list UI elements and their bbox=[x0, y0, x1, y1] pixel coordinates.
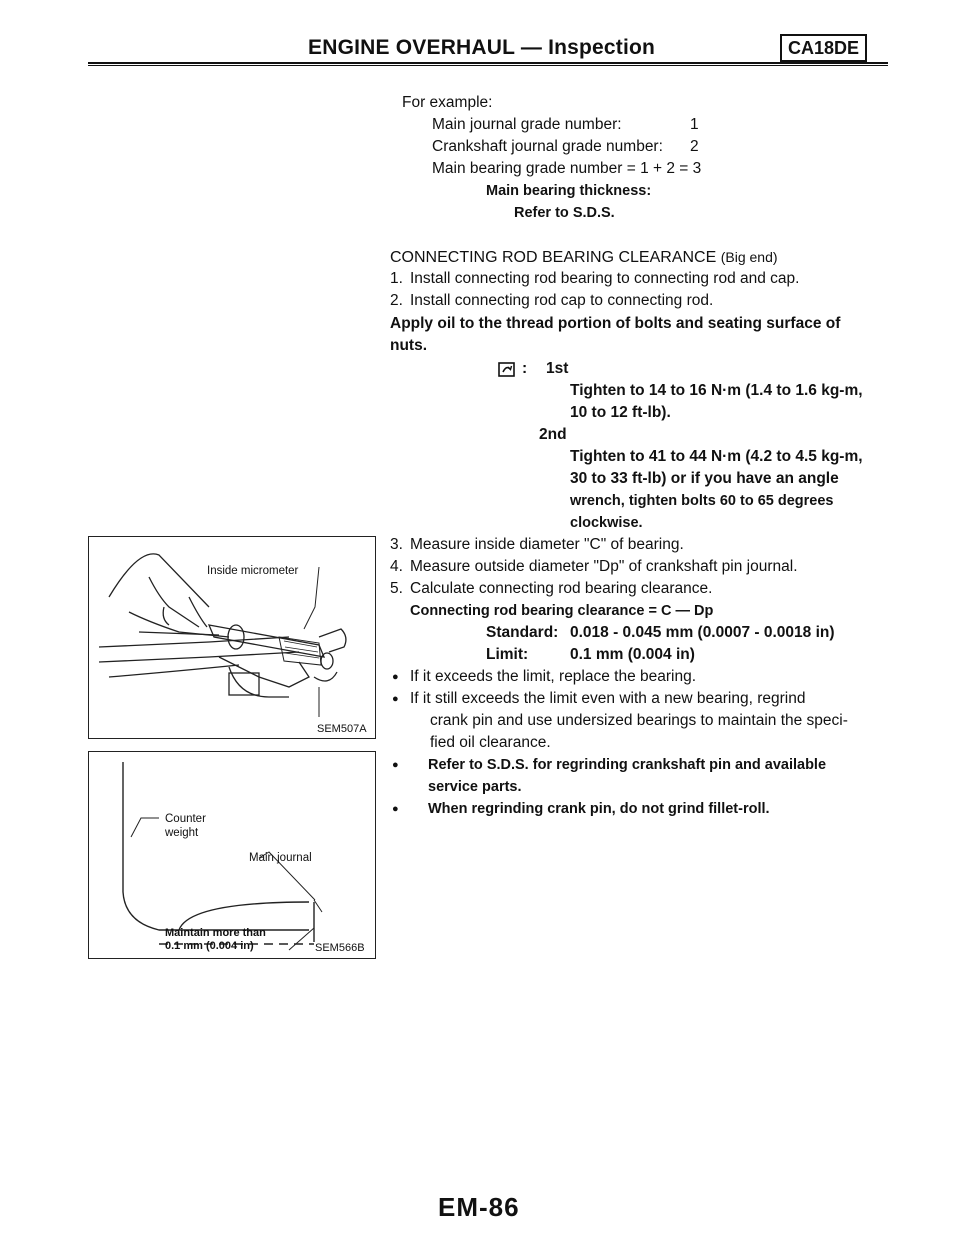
apply-oil-line2: nuts. bbox=[390, 337, 428, 354]
torque-2nd-line1: Tighten to 41 to 44 N·m (4.2 to 4.5 kg-m, bbox=[570, 448, 863, 465]
step-2-number: 2. bbox=[390, 292, 403, 309]
torque-1st-label: 1st bbox=[546, 360, 569, 377]
step-1-text: Install connecting rod bearing to connecting rod and cap. bbox=[410, 270, 800, 287]
step-1-number: 1. bbox=[390, 270, 403, 287]
bullet-3-line1: Refer to S.D.S. for regrinding crankshaft pin and available bbox=[428, 757, 827, 773]
bullet-icon: ● bbox=[392, 693, 399, 705]
torque-1st-line2: 10 to 12 ft-lb). bbox=[570, 404, 671, 421]
step-3-text: Measure inside diameter "C" of bearing. bbox=[410, 536, 684, 553]
example-line3: Main bearing grade number = 1 + 2 = 3 bbox=[432, 160, 702, 177]
section-heading-text: CONNECTING ROD BEARING CLEARANCE bbox=[390, 249, 717, 266]
figure2-counter-line1: Counter bbox=[165, 813, 206, 825]
step-4-number: 4. bbox=[390, 558, 403, 575]
section-heading-suffix: (Big end) bbox=[720, 249, 778, 265]
limit-value: 0.1 mm (0.004 in) bbox=[570, 646, 695, 663]
example-line2-value: 2 bbox=[690, 138, 699, 155]
torque-2nd-line3: wrench, tighten bolts 60 to 65 degrees bbox=[570, 493, 834, 509]
standard-label: Standard: bbox=[486, 624, 559, 641]
example-intro: For example: bbox=[402, 94, 493, 111]
apply-oil-line1: Apply oil to the thread portion of bolts and seating surface of bbox=[390, 315, 841, 332]
torque-2nd-line2: 30 to 33 ft-lb) or if you have an angle bbox=[570, 470, 839, 487]
step-2-text: Install connecting rod cap to connecting rod. bbox=[410, 292, 714, 309]
example-line1-value: 1 bbox=[690, 116, 699, 133]
limit-label: Limit: bbox=[486, 646, 529, 663]
figure2-label-counter-weight bbox=[165, 812, 206, 840]
page-title: ENGINE OVERHAUL — Inspection bbox=[308, 36, 656, 59]
figure-fillet-roll bbox=[88, 751, 376, 959]
figure2-maintain-line2: 0.1 mm (0.004 in) bbox=[165, 940, 254, 952]
figure2-counter-line2: weight bbox=[165, 827, 199, 839]
section-heading bbox=[390, 246, 778, 269]
figure-inside-micrometer bbox=[88, 536, 376, 739]
bullet-2-line3: fied oil clearance. bbox=[430, 734, 551, 751]
bullet-icon: ● bbox=[392, 671, 399, 683]
figure1-label-micrometer: Inside micrometer bbox=[207, 565, 299, 577]
torque-2nd-line4: clockwise. bbox=[570, 515, 643, 531]
figure2-label-maintain bbox=[165, 927, 266, 953]
bullet-icon: ● bbox=[392, 803, 399, 815]
torque-wrench-icon bbox=[498, 362, 516, 378]
example-line2-label: Crankshaft journal grade number: bbox=[432, 138, 663, 155]
bullet-3-line2: service parts. bbox=[428, 779, 522, 795]
step-5-text: Calculate connecting rod bearing clearance. bbox=[410, 580, 713, 597]
figure2-label-main-journal: Main journal bbox=[249, 852, 312, 864]
page-number: EM-86 bbox=[438, 1192, 520, 1222]
step-3-number: 3. bbox=[390, 536, 403, 553]
bullet-2-line1: If it still exceeds the limit even with a new bearing, regrind bbox=[410, 690, 806, 707]
figure1-code: SEM507A bbox=[317, 723, 367, 735]
bullet-1-text: If it exceeds the limit, replace the bearing. bbox=[410, 668, 697, 685]
step-4-text: Measure outside diameter "Dp" of crankshaft pin journal. bbox=[410, 558, 798, 575]
example-thickness-value: Refer to S.D.S. bbox=[514, 205, 615, 221]
standard-value: 0.018 - 0.045 mm (0.0007 - 0.0018 in) bbox=[570, 624, 835, 641]
example-line1-label: Main journal grade number: bbox=[432, 116, 622, 133]
model-badge: CA18DE bbox=[780, 34, 867, 62]
bullet-4-text: When regrinding crank pin, do not grind fillet-roll. bbox=[428, 801, 770, 817]
figure2-maintain-line1: Maintain more than bbox=[165, 927, 266, 939]
torque-colon: : bbox=[522, 360, 528, 377]
torque-2nd-label: 2nd bbox=[539, 426, 567, 443]
example-thickness-label: Main bearing thickness: bbox=[486, 183, 652, 199]
step-5-number: 5. bbox=[390, 580, 403, 597]
header-rule bbox=[88, 62, 888, 64]
figure2-code: SEM566B bbox=[315, 942, 365, 954]
clearance-formula: Connecting rod bearing clearance = C — Dp bbox=[410, 603, 714, 619]
bullet-2-line2: crank pin and use undersized bearings to maintain the speci- bbox=[430, 712, 848, 729]
torque-1st-line1: Tighten to 14 to 16 N·m (1.4 to 1.6 kg-m, bbox=[570, 382, 863, 399]
bullet-icon: ● bbox=[392, 759, 399, 771]
header-rule-thin bbox=[88, 65, 888, 66]
